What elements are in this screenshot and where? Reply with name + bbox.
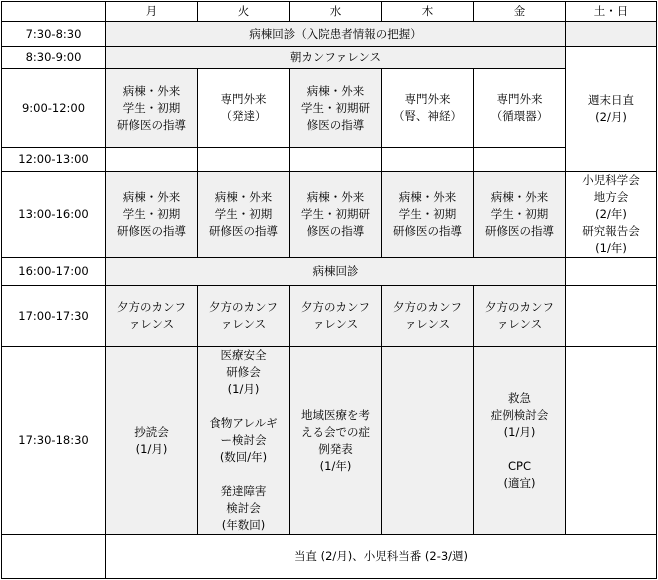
tue-1730-cell: 医療安全 研修会 (1/月) 食物アレルギ ー検討会 (数回/年) 発達障害 検討会 (年数回) [198,347,290,535]
fri-1300-cell: 病棟・外来 学生・初期 研修医の指導 [474,172,566,258]
night-duty-cell: 当直 (2/月)、小児科当番 (2-3/週) [106,535,657,579]
time-cell: 8:30-9:00 [2,47,106,69]
time-cell: 17:00-17:30 [2,286,106,347]
thu-1300-cell: 病棟・外来 学生・初期 研修医の指導 [382,172,474,258]
header-day-weekend: 土・日 [566,2,657,22]
weekday-ward-rounds-cell: 病棟回診（入院患者情報の把握） [106,22,566,47]
time-cell: 9:00-12:00 [2,69,106,148]
weekend-empty-cell [566,258,657,286]
thu-0900-cell: 専門外来 （腎、神経） [382,69,474,148]
row-1730 [2,347,657,535]
row-0830 [2,47,657,69]
row-1200 [2,148,657,172]
morning-conference-cell: 朝カンファレンス [106,47,566,69]
weekend-empty-cell [566,347,657,535]
afternoon-ward-rounds-cell: 病棟回診 [106,258,566,286]
row-1700 [2,286,657,347]
row-0900 [2,69,657,148]
tue-1300-cell: 病棟・外来 学生・初期 研修医の指導 [198,172,290,258]
header-day-mon: 月 [106,2,198,22]
fri-1730-cell: 救急 症例検討会 (1/月) CPC (適宜) [474,347,566,535]
header-day-wed: 水 [290,2,382,22]
row-night [2,535,657,579]
tue-1200-cell [198,148,290,172]
row-1600 [2,258,657,286]
weekend-empty-cell [566,22,657,47]
header-day-thu: 木 [382,2,474,22]
wed-1200-cell [290,148,382,172]
thu-1200-cell [382,148,474,172]
time-cell: 16:00-17:00 [2,258,106,286]
thu-1700-cell: 夕方のカンフ ァレンス [382,286,474,347]
time-cell: 7:30-8:30 [2,22,106,47]
fri-1700-cell: 夕方のカンフ ァレンス [474,286,566,347]
weekend-empty-cell [566,286,657,347]
mon-1300-cell: 病棟・外来 学生・初期 研修医の指導 [106,172,198,258]
header-corner-cell [2,2,106,22]
fri-0900-cell: 専門外来 （循環器） [474,69,566,148]
header-day-fri: 金 [474,2,566,22]
tue-0900-cell: 専門外来 （発達） [198,69,290,148]
time-cell: 17:30-18:30 [2,347,106,535]
mon-1700-cell: 夕方のカンフ ァレンス [106,286,198,347]
time-cell: 13:00-16:00 [2,172,106,258]
header-day-tue: 火 [198,2,290,22]
thu-1730-cell [382,347,474,535]
weekend-duty-cell: 週末日直 (2/月) [566,47,657,172]
row-0730 [2,22,657,47]
mon-0900-cell: 病棟・外来 学生・初期 研修医の指導 [106,69,198,148]
mon-1730-cell: 抄読会 (1/月) [106,347,198,535]
mon-1200-cell [106,148,198,172]
schedule-table [1,1,657,579]
fri-1200-cell [474,148,566,172]
wed-1730-cell: 地域医療を考 える会での症 例発表 (1/年) [290,347,382,535]
weekend-conference-cell: 小児科学会 地方会 (2/年) 研究報告会 (1/年) [566,172,657,258]
time-cell: 12:00-13:00 [2,148,106,172]
row-1300 [2,172,657,258]
tue-1700-cell: 夕方のカンフ ァレンス [198,286,290,347]
wed-1300-cell: 病棟・外来 学生・初期研 修医の指導 [290,172,382,258]
header-row [2,2,657,22]
wed-1700-cell: 夕方のカンフ ァレンス [290,286,382,347]
time-cell [2,535,106,579]
wed-0900-cell: 病棟・外来 学生・初期研 修医の指導 [290,69,382,148]
